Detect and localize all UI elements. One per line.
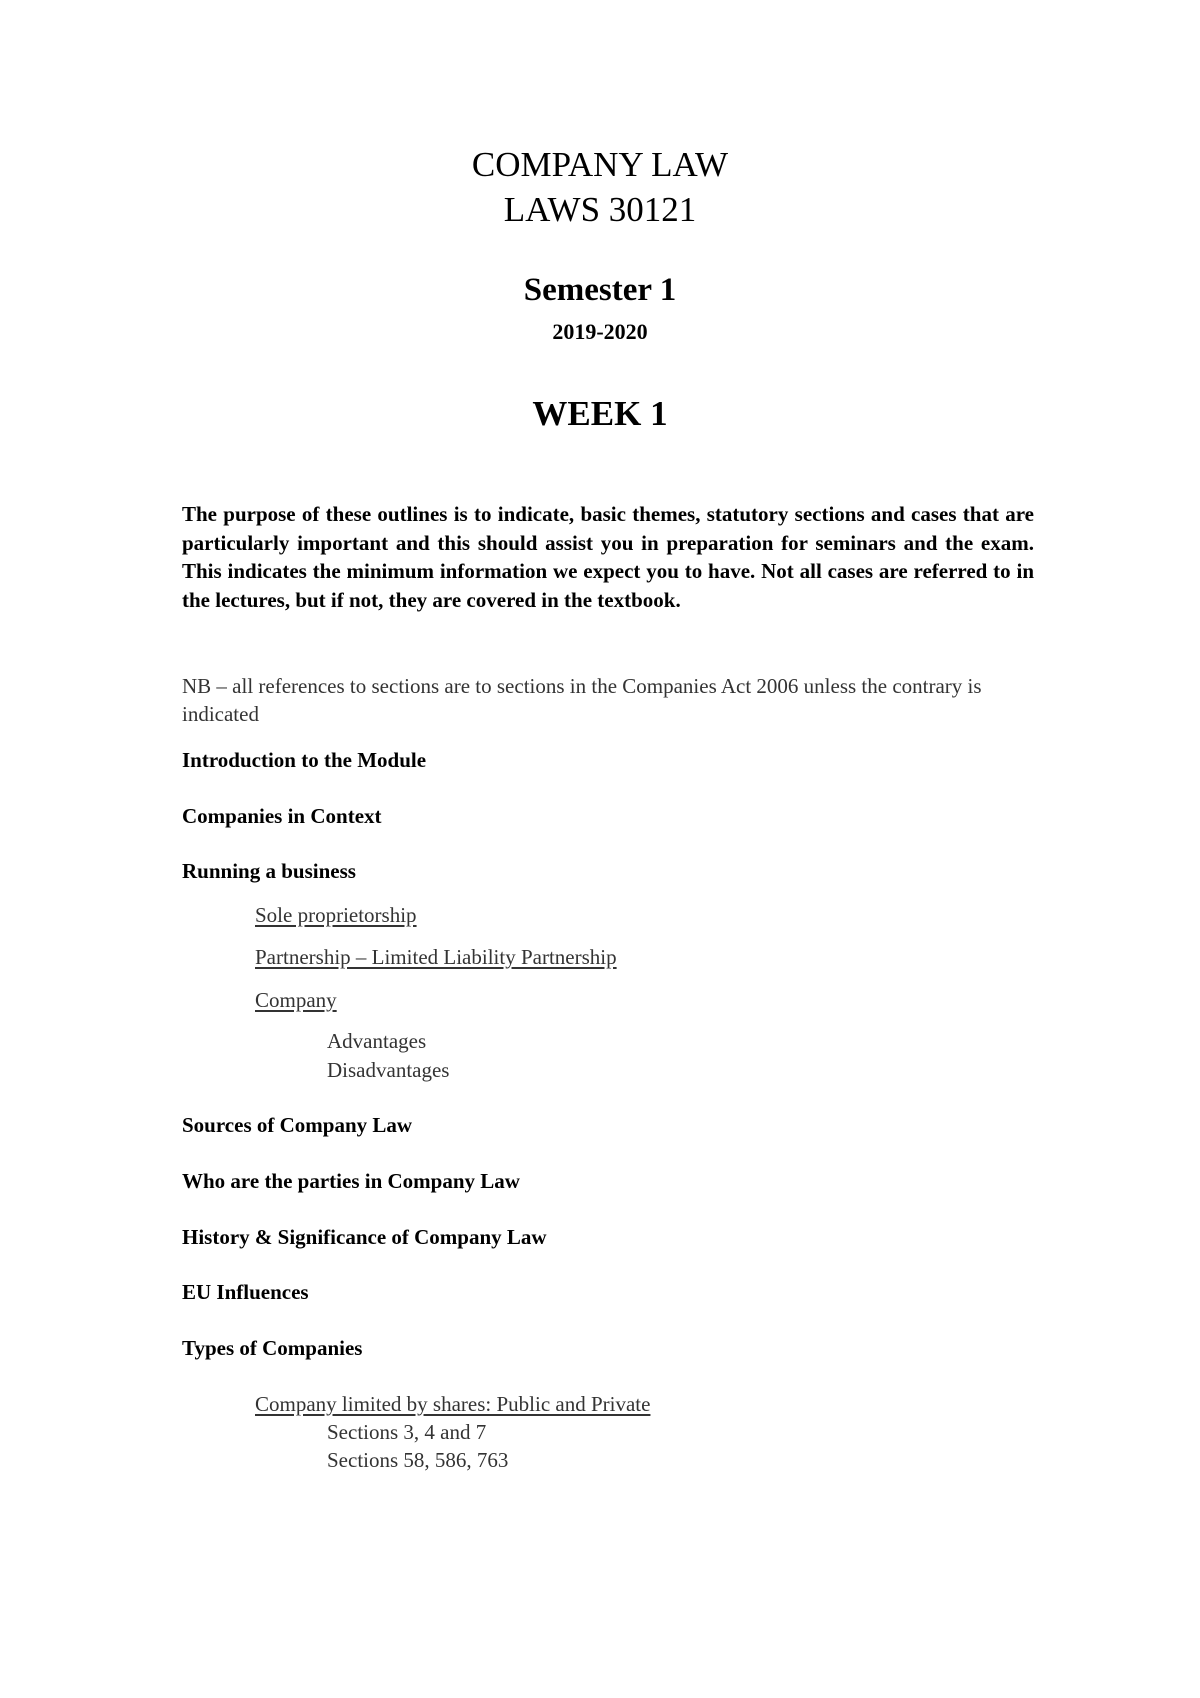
topic-eu-influences: EU Influences — [182, 1280, 309, 1304]
topic-introduction-module: Introduction to the Module — [182, 748, 427, 772]
topic-parties: Who are the parties in Company Law — [182, 1169, 520, 1193]
topic-sources: Sources of Company Law — [182, 1113, 413, 1137]
subtopic-sole-proprietorship: Sole proprietorship — [255, 903, 417, 927]
item-advantages: Advantages — [327, 1029, 427, 1053]
item-sections-3-4-7: Sections 3, 4 and 7 — [327, 1420, 487, 1444]
item-disadvantages: Disadvantages — [327, 1058, 450, 1082]
topic-companies-in-context: Companies in Context — [182, 804, 382, 828]
subtopic-limited-by-shares: Company limited by shares: Public and Private — [255, 1392, 651, 1416]
document-title: COMPANY LAW — [471, 145, 729, 184]
academic-year: 2019-2020 — [552, 319, 648, 344]
nb-note: NB – all references to sections are to sections in the Companies Act 2006 unless the contrary is indicated — [182, 674, 982, 726]
item-sections-58-586-763: Sections 58, 586, 763 — [327, 1448, 509, 1472]
subtopic-partnership: Partnership – Limited Liability Partnership — [255, 945, 617, 969]
topic-running-a-business: Running a business — [182, 859, 356, 883]
purpose-paragraph: The purpose of these outlines is to indicate, basic themes, statutory sections and cases that are particularly important and this should assist you in preparation for seminars and the exam. This indicates the minimum information we expect you to have. Not all cases are referred to in the lectures, but if not, they are covered in the textbook. — [182, 502, 1034, 612]
course-code: LAWS 30121 — [503, 190, 697, 229]
semester-heading: Semester 1 — [523, 272, 677, 308]
topic-types-of-companies: Types of Companies — [182, 1336, 363, 1360]
topic-history: History & Significance of Company Law — [182, 1225, 547, 1249]
week-heading: WEEK 1 — [532, 394, 668, 433]
subtopic-company: Company — [255, 988, 337, 1012]
